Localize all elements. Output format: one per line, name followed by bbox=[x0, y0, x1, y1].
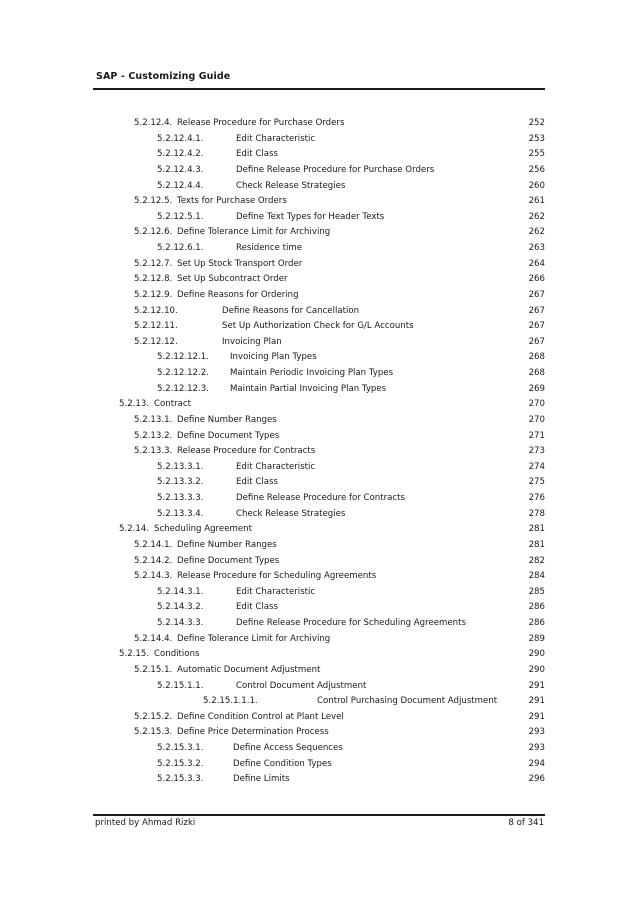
toc-entry-number: 5.2.14.4. bbox=[134, 633, 173, 644]
toc-entry[interactable] bbox=[0, 444, 638, 460]
toc-entry-number: 5.2.14.1. bbox=[134, 539, 173, 550]
toc-entry-page: 256 bbox=[528, 164, 545, 175]
toc-entry-page: 252 bbox=[528, 118, 545, 128]
toc-entry-number: 5.2.13.3.4. bbox=[157, 508, 204, 519]
toc-entry-page: 290 bbox=[528, 664, 545, 675]
toc-entry[interactable] bbox=[0, 632, 638, 648]
toc-entry[interactable] bbox=[0, 413, 638, 429]
toc-entry-page: 270 bbox=[528, 414, 545, 425]
toc-entry-page: 260 bbox=[528, 180, 545, 191]
toc-entry[interactable] bbox=[0, 241, 638, 257]
toc-entry-page: 267 bbox=[528, 336, 545, 347]
toc-entry-title: Edit Characteristic bbox=[236, 586, 316, 597]
toc-entry-page: 291 bbox=[528, 696, 545, 707]
toc-entry[interactable] bbox=[0, 710, 638, 726]
footer-page-number: 8 of 341 bbox=[508, 818, 544, 828]
toc-entry[interactable] bbox=[0, 163, 638, 179]
toc-entry-title: Scheduling Agreement bbox=[154, 524, 252, 535]
toc-entry-page: 267 bbox=[528, 305, 545, 316]
toc-entry-title: Define Document Types bbox=[177, 555, 280, 566]
toc-entry-title: Define Condition Control at Plant Level bbox=[177, 711, 344, 722]
toc-entry-number: 5.2.14.3.2. bbox=[157, 602, 204, 613]
toc-entry-number: 5.2.12.6. bbox=[134, 227, 173, 238]
toc-entry-page: 271 bbox=[528, 430, 545, 441]
toc-entry-number: 5.2.12.10. bbox=[134, 305, 178, 316]
toc-entry[interactable] bbox=[0, 569, 638, 585]
toc-entry-number: 5.2.12.12.3. bbox=[157, 383, 209, 394]
toc-entry[interactable] bbox=[0, 225, 638, 241]
toc-entry-title: Define Release Procedure for Purchase Orders bbox=[236, 164, 435, 175]
toc-entry[interactable] bbox=[0, 429, 638, 445]
toc-entry-page: 261 bbox=[528, 196, 545, 207]
toc-entry-number: 5.2.13.3.2. bbox=[157, 477, 204, 488]
toc-entry-page: 281 bbox=[528, 539, 545, 550]
toc-entry-title: Edit Characteristic bbox=[236, 133, 316, 144]
toc-entry-number: 5.2.13. bbox=[119, 399, 150, 410]
toc-entry-number: 5.2.12.4.1. bbox=[157, 133, 204, 144]
toc-entry-page: 267 bbox=[528, 321, 545, 332]
toc-entry-title: Control Purchasing Document Adjustment bbox=[317, 696, 498, 707]
toc-entry-page: 278 bbox=[528, 508, 545, 519]
toc-entry-page: 293 bbox=[528, 743, 545, 753]
toc-entry[interactable] bbox=[0, 491, 638, 507]
toc-entry[interactable] bbox=[0, 600, 638, 616]
toc-entry[interactable] bbox=[0, 382, 638, 398]
toc-entry-number: 5.2.12.12.2. bbox=[157, 368, 209, 378]
toc-entry-page: 286 bbox=[528, 602, 545, 613]
toc-entry-number: 5.2.13.3.1. bbox=[157, 461, 204, 472]
toc-entry-number: 5.2.15.1.1.1. bbox=[203, 696, 258, 707]
toc-entry-number: 5.2.15.3. bbox=[134, 727, 173, 738]
toc-entry-page: 262 bbox=[528, 211, 545, 222]
toc-entry-number: 5.2.12.5.1. bbox=[157, 211, 204, 222]
toc-entry-number: 5.2.12.12.1. bbox=[157, 352, 209, 363]
table-of-contents bbox=[0, 116, 638, 788]
toc-entry[interactable] bbox=[0, 116, 638, 132]
toc-entry-page: 270 bbox=[528, 399, 545, 410]
toc-entry[interactable] bbox=[0, 663, 638, 679]
toc-entry[interactable] bbox=[0, 538, 638, 554]
toc-entry[interactable] bbox=[0, 350, 638, 366]
toc-entry[interactable] bbox=[0, 741, 638, 757]
toc-entry[interactable] bbox=[0, 210, 638, 226]
toc-entry-page: 296 bbox=[528, 774, 545, 785]
toc-entry-number: 5.2.13.1. bbox=[134, 414, 173, 425]
toc-entry-title: Define Price Determination Process bbox=[177, 727, 329, 738]
toc-entry-number: 5.2.12.5. bbox=[134, 196, 173, 207]
toc-entry-title: Define Condition Types bbox=[233, 758, 332, 769]
toc-entry-title: Contract bbox=[154, 399, 191, 410]
toc-entry[interactable] bbox=[0, 397, 638, 413]
toc-entry-page: 289 bbox=[528, 633, 545, 644]
toc-entry-title: Set Up Authorization Check for G/L Accounts bbox=[222, 321, 414, 332]
toc-entry-page: 275 bbox=[528, 477, 545, 488]
toc-entry-number: 5.2.13.2. bbox=[134, 430, 173, 441]
toc-entry-number: 5.2.12.12. bbox=[134, 336, 178, 347]
toc-entry-title: Define Tolerance Limit for Archiving bbox=[177, 227, 331, 238]
toc-entry-number: 5.2.15. bbox=[119, 649, 150, 660]
toc-entry-number: 5.2.15.1. bbox=[134, 664, 173, 675]
toc-entry-title: Texts for Purchase Orders bbox=[177, 196, 287, 207]
toc-entry[interactable] bbox=[0, 194, 638, 210]
toc-entry-title: Edit Class bbox=[236, 477, 278, 488]
toc-entry-page: 276 bbox=[528, 493, 545, 503]
toc-entry[interactable] bbox=[0, 335, 638, 351]
toc-entry[interactable] bbox=[0, 725, 638, 741]
toc-entry[interactable] bbox=[0, 647, 638, 663]
toc-entry-number: 5.2.12.4.3. bbox=[157, 164, 204, 175]
toc-entry-page: 263 bbox=[528, 243, 545, 253]
toc-entry-number: 5.2.14.3. bbox=[134, 571, 173, 582]
toc-entry-number: 5.2.12.4.4. bbox=[157, 180, 204, 191]
toc-entry-page: 291 bbox=[528, 680, 545, 691]
toc-entry-number: 5.2.15.3.3. bbox=[157, 774, 204, 785]
toc-entry-title: Release Procedure for Scheduling Agreements bbox=[177, 571, 377, 582]
toc-entry-title: Set Up Stock Transport Order bbox=[177, 258, 303, 269]
footer-divider bbox=[93, 814, 545, 816]
toc-entry-number: 5.2.12.9. bbox=[134, 289, 173, 300]
toc-entry-title: Maintain Periodic Invoicing Plan Types bbox=[230, 368, 394, 378]
toc-entry-title: Control Document Adjustment bbox=[236, 680, 367, 691]
toc-entry-number: 5.2.13.3.3. bbox=[157, 493, 204, 503]
toc-entry-title: Conditions bbox=[154, 649, 200, 660]
toc-entry-title: Automatic Document Adjustment bbox=[177, 664, 321, 675]
toc-entry-page: 267 bbox=[528, 289, 545, 300]
toc-entry-page: 285 bbox=[528, 586, 545, 597]
toc-entry[interactable] bbox=[0, 772, 638, 788]
toc-entry[interactable] bbox=[0, 757, 638, 773]
toc-entry-page: 262 bbox=[528, 227, 545, 238]
toc-entry-title: Define Access Sequences bbox=[233, 743, 343, 753]
toc-entry-page: 274 bbox=[528, 461, 545, 472]
toc-entry-page: 282 bbox=[528, 555, 545, 566]
toc-entry[interactable] bbox=[0, 679, 638, 695]
toc-entry[interactable] bbox=[0, 132, 638, 148]
toc-entry-page: 290 bbox=[528, 649, 545, 660]
toc-entry-page: 293 bbox=[528, 727, 545, 738]
toc-entry[interactable] bbox=[0, 585, 638, 601]
toc-entry-title: Define Limits bbox=[233, 774, 290, 785]
toc-entry-title: Residence time bbox=[236, 243, 303, 253]
toc-entry[interactable] bbox=[0, 507, 638, 523]
footer-printed-by: printed by Ahmad Rizki bbox=[95, 818, 196, 828]
toc-entry-title: Invoicing Plan bbox=[222, 336, 282, 347]
page-header-title: SAP - Customizing Guide bbox=[96, 71, 231, 82]
toc-entry[interactable] bbox=[0, 147, 638, 163]
toc-entry-number: 5.2.15.3.1. bbox=[157, 743, 204, 753]
toc-entry-number: 5.2.15.1.1. bbox=[157, 680, 204, 691]
toc-entry[interactable] bbox=[0, 272, 638, 288]
toc-entry-title: Define Reasons for Cancellation bbox=[222, 305, 360, 316]
toc-entry-title: Edit Class bbox=[236, 149, 278, 160]
toc-entry-number: 5.2.15.3.2. bbox=[157, 758, 204, 769]
toc-entry-page: 266 bbox=[528, 274, 545, 285]
toc-entry-page: 268 bbox=[528, 352, 545, 363]
toc-entry-page: 281 bbox=[528, 524, 545, 535]
toc-entry-number: 5.2.12.7. bbox=[134, 258, 173, 269]
toc-entry[interactable] bbox=[0, 616, 638, 632]
toc-entry-title: Check Release Strategies bbox=[236, 180, 346, 191]
toc-entry-number: 5.2.12.6.1. bbox=[157, 243, 204, 253]
toc-entry[interactable] bbox=[0, 366, 638, 382]
toc-entry-number: 5.2.13.3. bbox=[134, 446, 173, 457]
toc-entry-page: 264 bbox=[528, 258, 545, 269]
toc-entry-title: Set Up Subcontract Order bbox=[177, 274, 288, 285]
toc-entry-page: 269 bbox=[528, 383, 545, 394]
toc-entry-title: Release Procedure for Purchase Orders bbox=[177, 118, 345, 128]
toc-entry-number: 5.2.14.2. bbox=[134, 555, 173, 566]
toc-entry-title: Define Tolerance Limit for Archiving bbox=[177, 633, 331, 644]
toc-entry-number: 5.2.12.8. bbox=[134, 274, 173, 285]
toc-entry-title: Define Reasons for Ordering bbox=[177, 289, 299, 300]
toc-entry-page: 268 bbox=[528, 368, 545, 378]
toc-entry-page: 255 bbox=[528, 149, 545, 160]
toc-entry[interactable] bbox=[0, 257, 638, 273]
toc-entry-page: 291 bbox=[528, 711, 545, 722]
toc-entry-number: 5.2.15.2. bbox=[134, 711, 173, 722]
toc-entry-title: Maintain Partial Invoicing Plan Types bbox=[230, 383, 387, 394]
header-divider bbox=[93, 88, 545, 90]
toc-entry-title: Edit Characteristic bbox=[236, 461, 316, 472]
toc-entry[interactable] bbox=[0, 522, 638, 538]
toc-entry-number: 5.2.14.3.3. bbox=[157, 618, 204, 628]
toc-entry-title: Check Release Strategies bbox=[236, 508, 346, 519]
toc-entry-title: Define Document Types bbox=[177, 430, 280, 441]
toc-entry[interactable] bbox=[0, 179, 638, 195]
toc-entry-page: 284 bbox=[528, 571, 545, 582]
toc-entry-page: 294 bbox=[528, 758, 545, 769]
toc-entry[interactable] bbox=[0, 288, 638, 304]
toc-entry-page: 286 bbox=[528, 618, 545, 628]
toc-entry-title: Release Procedure for Contracts bbox=[177, 446, 316, 457]
toc-entry[interactable] bbox=[0, 304, 638, 320]
toc-entry-title: Define Release Procedure for Contracts bbox=[236, 493, 405, 503]
toc-entry[interactable] bbox=[0, 460, 638, 476]
toc-entry-title: Define Number Ranges bbox=[177, 539, 277, 550]
toc-entry-title: Edit Class bbox=[236, 602, 278, 613]
toc-entry-number: 5.2.14.3.1. bbox=[157, 586, 204, 597]
toc-entry[interactable] bbox=[0, 694, 638, 710]
toc-entry-page: 253 bbox=[528, 133, 545, 144]
toc-entry-title: Invoicing Plan Types bbox=[230, 352, 317, 363]
toc-entry-title: Define Text Types for Header Texts bbox=[236, 211, 385, 222]
toc-entry-number: 5.2.12.11. bbox=[134, 321, 178, 332]
toc-entry-title: Define Release Procedure for Scheduling Agreements bbox=[236, 618, 466, 628]
toc-entry-title: Define Number Ranges bbox=[177, 414, 277, 425]
toc-entry[interactable] bbox=[0, 475, 638, 491]
toc-entry[interactable] bbox=[0, 319, 638, 335]
toc-entry-number: 5.2.12.4. bbox=[134, 118, 173, 128]
toc-entry-number: 5.2.12.4.2. bbox=[157, 149, 204, 160]
toc-entry-page: 273 bbox=[528, 446, 545, 457]
toc-entry[interactable] bbox=[0, 554, 638, 570]
toc-entry-number: 5.2.14. bbox=[119, 524, 150, 535]
